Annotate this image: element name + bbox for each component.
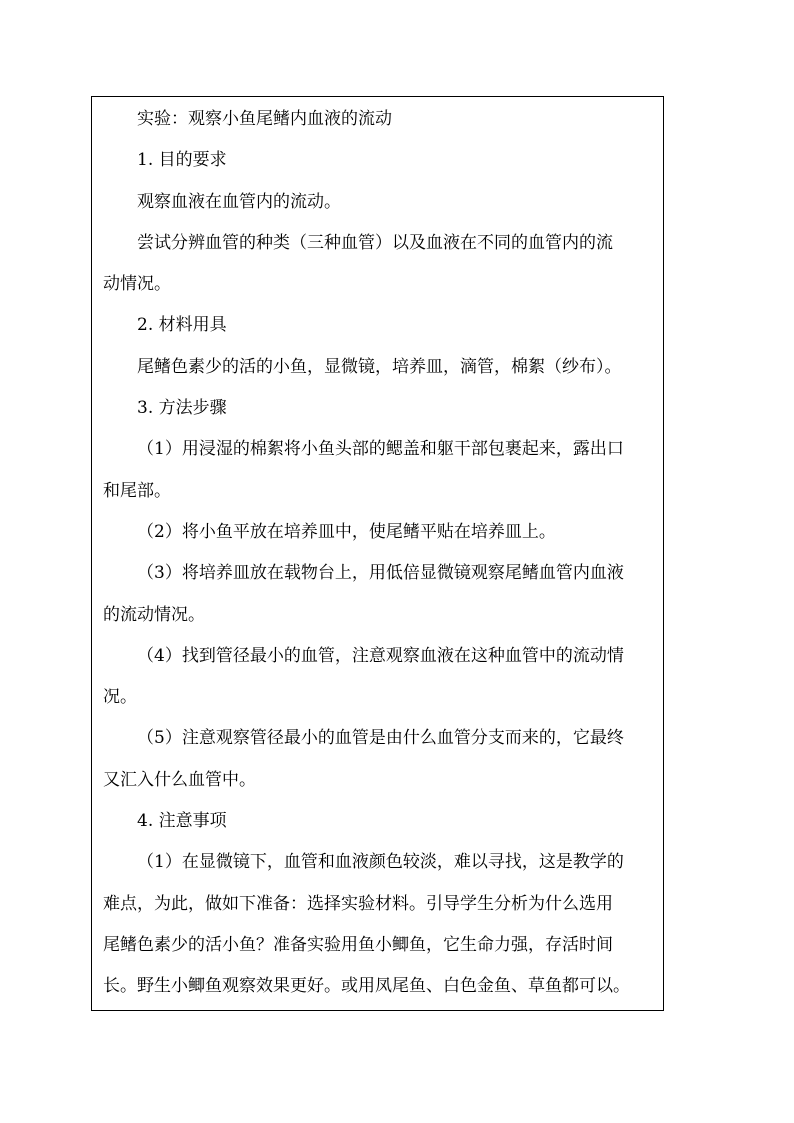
paragraph-continuation: 动情况。 [103,274,171,295]
paragraph: 观察血液在血管内的流动。 [137,191,341,212]
step-item-continuation: 又汇入什么血管中。 [103,769,256,790]
note-item-continuation: 长。野生小鲫鱼观察效果更好。或用凤尾鱼、白色金鱼、草鱼都可以。 [103,976,630,997]
section-heading-notes: 4. 注意事项 [137,811,227,832]
document-body [103,99,658,1008]
step-item: （2）将小鱼平放在培养皿中，使尾鳍平贴在培养皿上。 [137,521,556,542]
step-item-continuation: 和尾部。 [103,480,171,501]
step-item-continuation: 的流动情况。 [103,604,205,625]
section-heading-materials: 2. 材料用具 [137,315,227,336]
section-heading-steps: 3. 方法步骤 [137,398,227,419]
paragraph: 尾鳍色素少的活的小鱼，显微镜，培养皿，滴管，棉絮（纱布）。 [137,356,622,377]
document-title: 实验：观察小鱼尾鳍内血液的流动 [137,109,392,129]
step-item: （1）用浸湿的棉絮将小鱼头部的鳃盖和躯干部包裹起来，露出口 [137,439,624,460]
step-item: （5）注意观察管径最小的血管是由什么血管分支而来的，它最终 [137,728,624,749]
step-item-continuation: 况。 [103,687,137,708]
note-item-continuation: 尾鳍色素少的活小鱼？准备实验用鱼小鲫鱼，它生命力强，存活时间 [103,934,613,955]
note-item: （1）在显微镜下，血管和血液颜色较淡，难以寻找，这是教学的 [137,852,624,873]
paragraph: 尝试分辨血管的种类（三种血管）以及血液在不同的血管内的流 [137,232,613,253]
section-heading-purpose: 1. 目的要求 [137,150,227,171]
step-item: （3）将培养皿放在载物台上，用低倍显微镜观察尾鳍血管内血液 [137,563,624,584]
step-item: （4）找到管径最小的血管，注意观察血液在这种血管中的流动情 [137,645,624,666]
note-item-continuation: 难点，为此，做如下准备：选择实验材料。引导学生分析为什么选用 [103,893,613,914]
